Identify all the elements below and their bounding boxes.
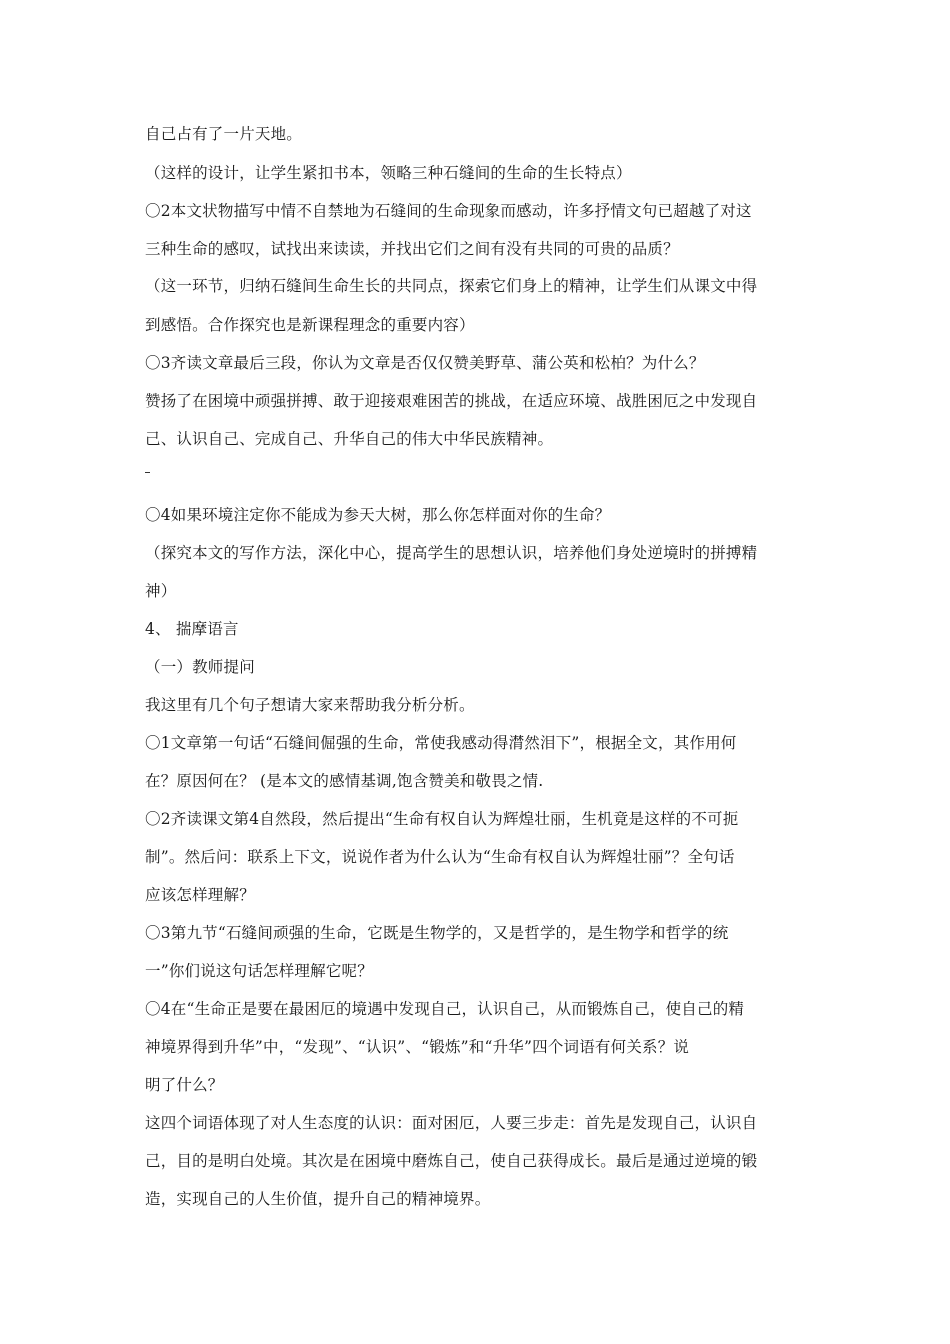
text-line: 三种生命的感叹，试找出来读读，并找出它们之间有没有共同的可贵的品质？ [145, 240, 679, 258]
text-line: 一”你们说这句话怎样理解它呢？ [145, 962, 373, 980]
text-line: （探究本文的写作方法，深化中心，提高学生的思想认识，培养他们身处逆境时的拼搏精 [145, 544, 758, 562]
text-line: 〇4在“生命正是要在最困厄的境遇中发现自己，认识自己，从而锻炼自己，使自己的精 [145, 1000, 745, 1018]
text-line: 造，实现自己的人生价值，提升自己的精神境界。 [145, 1190, 491, 1208]
text-line: （这一环节，归纳石缝间生命生长的共同点，探索它们身上的精神，让学生们从课文中得 [145, 277, 758, 295]
text-line: 〇3齐读文章最后三段，你认为文章是否仅仅赞美野草、蒲公英和松柏？为什么？ [145, 354, 705, 372]
text-line: 己，目的是明白处境。其次是在困境中磨炼自己，使自己获得成长。最后是通过逆境的锻 [145, 1152, 758, 1170]
text-line: 〇2本文状物描写中情不自禁地为石缝间的生命现象而感动，许多抒情文句已超越了对这 [145, 202, 752, 220]
text-line: 〇1文章第一句话“石缝间倔强的生命，常使我感动得潸然泪下”，根据全文，其作用何 [145, 734, 737, 752]
text-line: 〇4如果环境注定你不能成为参天大树，那么你怎样面对你的生命？ [145, 506, 611, 524]
subsection-heading: （一）教师提问 [145, 658, 255, 676]
text-line: 制”。然后问：联系上下文，说说作者为什么认为“生命有权自认为辉煌壮丽”？全句话 [145, 848, 735, 866]
text-line: 在？原因何在？ (是本文的感情基调,饱含赞美和敬畏之情. [145, 772, 544, 790]
text-line: （这样的设计，让学生紧扣书本，领略三种石缝间的生命的生长特点） [145, 164, 632, 182]
section-heading: 4、 揣摩语言 [145, 620, 239, 638]
text-line: 这四个词语体现了对人生态度的认识：面对困厄，人要三步走：首先是发现自己，认识自 [145, 1114, 758, 1132]
stray-mark [145, 472, 150, 473]
text-line: 神境界得到升华”中，“发现”、“认识”、“锻炼”和“升华”四个词语有何关系？说 [145, 1038, 690, 1056]
text-line: 明了什么？ [145, 1076, 224, 1094]
text-line: 己、认识自己、完成自己、升华自己的伟大中华民族精神。 [145, 430, 554, 448]
text-line: 应该怎样理解？ [145, 886, 255, 904]
text-line: 神） [145, 582, 177, 600]
text-line: 自己占有了一片天地。 [145, 125, 303, 143]
text-line: 赞扬了在困境中顽强拼搏、敢于迎接艰难困苦的挑战，在适应环境、战胜困厄之中发现自 [145, 392, 758, 410]
text-line: 我这里有几个句子想请大家来帮助我分析分析。 [145, 696, 475, 714]
text-line: 到感悟。合作探究也是新课程理念的重要内容） [145, 316, 475, 334]
text-line: 〇2齐读课文第4自然段，然后提出“生命有权自认为辉煌壮丽，生机竟是这样的不可扼 [145, 810, 739, 828]
text-line: 〇3第九节“石缝间顽强的生命，它既是生物学的，又是哲学的，是生物学和哲学的统 [145, 924, 729, 942]
